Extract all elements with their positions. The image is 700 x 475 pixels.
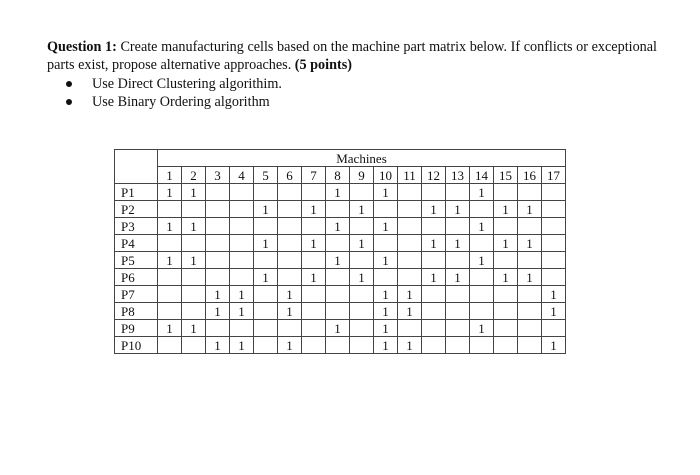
matrix-cell: 1 bbox=[518, 269, 542, 286]
matrix-cell: 1 bbox=[182, 184, 206, 201]
matrix-cell: 1 bbox=[374, 184, 398, 201]
matrix-cell bbox=[350, 337, 374, 354]
matrix-cell bbox=[326, 235, 350, 252]
matrix-cell bbox=[230, 184, 254, 201]
machine-header-1: 1 bbox=[158, 167, 182, 184]
matrix-cell: 1 bbox=[398, 337, 422, 354]
matrix-cell bbox=[494, 286, 518, 303]
matrix-cell: 1 bbox=[350, 201, 374, 218]
matrix-cell bbox=[158, 201, 182, 218]
matrix-cell bbox=[422, 303, 446, 320]
matrix-cell bbox=[470, 337, 494, 354]
matrix-cell bbox=[542, 201, 566, 218]
matrix-cell: 1 bbox=[230, 303, 254, 320]
matrix-cell bbox=[374, 201, 398, 218]
matrix-cell bbox=[398, 235, 422, 252]
matrix-cell bbox=[230, 235, 254, 252]
bullet-icon bbox=[66, 99, 72, 105]
matrix-cell bbox=[422, 320, 446, 337]
matrix-cell bbox=[278, 201, 302, 218]
matrix-cell bbox=[182, 201, 206, 218]
matrix-cell: 1 bbox=[494, 269, 518, 286]
matrix-cell: 1 bbox=[206, 303, 230, 320]
matrix-cell bbox=[470, 269, 494, 286]
matrix-cell bbox=[542, 235, 566, 252]
matrix-cell: 1 bbox=[374, 218, 398, 235]
matrix-cell bbox=[470, 286, 494, 303]
matrix-cell: 1 bbox=[278, 303, 302, 320]
bullet-icon bbox=[66, 81, 72, 87]
matrix-cell bbox=[542, 252, 566, 269]
matrix-cell: 1 bbox=[374, 320, 398, 337]
matrix-cell: 1 bbox=[446, 269, 470, 286]
matrix-cell bbox=[446, 218, 470, 235]
matrix-cell: 1 bbox=[494, 201, 518, 218]
matrix-cell bbox=[494, 252, 518, 269]
matrix-cell bbox=[374, 235, 398, 252]
matrix-cell bbox=[470, 235, 494, 252]
matrix-cell: 1 bbox=[398, 303, 422, 320]
matrix-cell bbox=[230, 269, 254, 286]
matrix-cell: 1 bbox=[206, 337, 230, 354]
matrix-cell bbox=[494, 218, 518, 235]
matrix-cell: 1 bbox=[182, 252, 206, 269]
matrix-cell bbox=[206, 218, 230, 235]
machine-header-2: 2 bbox=[182, 167, 206, 184]
matrix-cell bbox=[326, 201, 350, 218]
matrix-title: Machines bbox=[158, 150, 566, 167]
matrix-cell bbox=[446, 337, 470, 354]
matrix-cell: 1 bbox=[278, 337, 302, 354]
matrix-cell: 1 bbox=[158, 320, 182, 337]
matrix-cell bbox=[518, 252, 542, 269]
matrix-cell bbox=[494, 184, 518, 201]
matrix-cell bbox=[254, 320, 278, 337]
matrix-cell: 1 bbox=[374, 286, 398, 303]
matrix-cell: 1 bbox=[326, 218, 350, 235]
matrix-cell: 1 bbox=[326, 320, 350, 337]
matrix-cell bbox=[302, 286, 326, 303]
matrix-cell bbox=[206, 184, 230, 201]
matrix-cell bbox=[518, 303, 542, 320]
machine-header-row bbox=[115, 167, 566, 184]
matrix-cell bbox=[470, 201, 494, 218]
machine-header-14: 14 bbox=[470, 167, 494, 184]
method-item-binary-ordering bbox=[66, 93, 282, 111]
matrix-cell: 1 bbox=[422, 235, 446, 252]
matrix-cell bbox=[422, 252, 446, 269]
matrix-cell: 1 bbox=[182, 320, 206, 337]
question-points: (5 points) bbox=[294, 57, 352, 73]
matrix-cell bbox=[326, 286, 350, 303]
matrix-cell: 1 bbox=[326, 184, 350, 201]
matrix-cell bbox=[350, 320, 374, 337]
part-label: P10 bbox=[115, 337, 158, 354]
matrix-cell bbox=[350, 184, 374, 201]
matrix-cell: 1 bbox=[446, 201, 470, 218]
matrix-cell bbox=[542, 320, 566, 337]
matrix-cell: 1 bbox=[158, 218, 182, 235]
matrix-cell: 1 bbox=[302, 269, 326, 286]
matrix-cell bbox=[518, 218, 542, 235]
matrix-cell bbox=[278, 184, 302, 201]
table-row bbox=[115, 320, 566, 337]
table-row bbox=[115, 235, 566, 252]
matrix-cell bbox=[206, 252, 230, 269]
matrix-cell bbox=[182, 337, 206, 354]
table-row bbox=[115, 252, 566, 269]
matrix-cell bbox=[350, 286, 374, 303]
matrix-cell: 1 bbox=[470, 218, 494, 235]
matrix-cell: 1 bbox=[158, 252, 182, 269]
matrix-cell: 1 bbox=[374, 303, 398, 320]
matrix-cell: 1 bbox=[518, 235, 542, 252]
matrix-cell bbox=[302, 337, 326, 354]
method-label: Use Binary Ordering algorithm bbox=[92, 94, 270, 110]
matrix-cell bbox=[230, 320, 254, 337]
table-row bbox=[115, 286, 566, 303]
machine-header-4: 4 bbox=[230, 167, 254, 184]
matrix-cell bbox=[254, 303, 278, 320]
matrix-cell: 1 bbox=[350, 269, 374, 286]
method-item-direct-clustering bbox=[66, 75, 282, 93]
matrix-cell bbox=[278, 235, 302, 252]
machine-header-15: 15 bbox=[494, 167, 518, 184]
machine-header-16: 16 bbox=[518, 167, 542, 184]
matrix-cell bbox=[278, 218, 302, 235]
matrix-cell bbox=[518, 286, 542, 303]
table-row bbox=[115, 201, 566, 218]
matrix-cell bbox=[230, 218, 254, 235]
matrix-cell bbox=[398, 184, 422, 201]
part-label: P6 bbox=[115, 269, 158, 286]
matrix-cell: 1 bbox=[254, 201, 278, 218]
matrix-cell bbox=[326, 337, 350, 354]
question-text bbox=[47, 38, 657, 74]
matrix-cell bbox=[350, 252, 374, 269]
table-row bbox=[115, 184, 566, 201]
part-label: P2 bbox=[115, 201, 158, 218]
matrix-cell bbox=[302, 303, 326, 320]
matrix-cell bbox=[326, 303, 350, 320]
matrix-cell: 1 bbox=[422, 201, 446, 218]
matrix-cell: 1 bbox=[542, 303, 566, 320]
matrix-cell: 1 bbox=[446, 235, 470, 252]
matrix-cell bbox=[302, 252, 326, 269]
table-row bbox=[115, 303, 566, 320]
matrix-cell bbox=[518, 337, 542, 354]
matrix-cell: 1 bbox=[278, 286, 302, 303]
matrix-cell bbox=[254, 252, 278, 269]
matrix-cell bbox=[182, 235, 206, 252]
matrix-cell: 1 bbox=[542, 337, 566, 354]
machine-header-6: 6 bbox=[278, 167, 302, 184]
matrix-cell bbox=[470, 303, 494, 320]
matrix-cell bbox=[302, 184, 326, 201]
matrix-cell bbox=[158, 303, 182, 320]
matrix-cell bbox=[302, 218, 326, 235]
part-label: P1 bbox=[115, 184, 158, 201]
matrix-cell bbox=[278, 252, 302, 269]
matrix-cell bbox=[446, 252, 470, 269]
part-label: P4 bbox=[115, 235, 158, 252]
matrix-cell bbox=[422, 337, 446, 354]
question-body: Create manufacturing cells based on the machine part matrix below. If conflicts or exceptional parts exist, propose alternative approaches. bbox=[47, 39, 658, 73]
matrix-cell bbox=[398, 320, 422, 337]
matrix-cell bbox=[158, 286, 182, 303]
matrix-cell bbox=[422, 286, 446, 303]
matrix-cell bbox=[542, 184, 566, 201]
matrix-cell bbox=[254, 286, 278, 303]
matrix-cell bbox=[206, 320, 230, 337]
machine-header-10: 10 bbox=[374, 167, 398, 184]
matrix-cell bbox=[494, 337, 518, 354]
matrix-cell: 1 bbox=[542, 286, 566, 303]
matrix-cell: 1 bbox=[470, 320, 494, 337]
matrix-cell: 1 bbox=[254, 235, 278, 252]
matrix-cell: 1 bbox=[374, 252, 398, 269]
matrix-cell bbox=[518, 184, 542, 201]
matrix-cell bbox=[326, 269, 350, 286]
matrix-cell bbox=[254, 337, 278, 354]
matrix-cell: 1 bbox=[494, 235, 518, 252]
machine-header-17: 17 bbox=[542, 167, 566, 184]
matrix-cell: 1 bbox=[518, 201, 542, 218]
matrix-cell bbox=[542, 269, 566, 286]
part-label: P5 bbox=[115, 252, 158, 269]
matrix-cell bbox=[278, 269, 302, 286]
machine-header-13: 13 bbox=[446, 167, 470, 184]
matrix-cell bbox=[398, 201, 422, 218]
matrix-cell bbox=[494, 303, 518, 320]
matrix-cell: 1 bbox=[326, 252, 350, 269]
table-row bbox=[115, 337, 566, 354]
matrix-cell: 1 bbox=[158, 184, 182, 201]
part-label: P3 bbox=[115, 218, 158, 235]
matrix-cell: 1 bbox=[422, 269, 446, 286]
matrix-cell: 1 bbox=[230, 286, 254, 303]
matrix-cell: 1 bbox=[374, 337, 398, 354]
part-label: P7 bbox=[115, 286, 158, 303]
matrix-cell: 1 bbox=[470, 252, 494, 269]
matrix-cell bbox=[542, 218, 566, 235]
part-label: P8 bbox=[115, 303, 158, 320]
question-label: Question 1: bbox=[47, 39, 117, 55]
matrix-cell bbox=[518, 320, 542, 337]
matrix-cell: 1 bbox=[398, 286, 422, 303]
machine-header-7: 7 bbox=[302, 167, 326, 184]
method-label: Use Direct Clustering algorithim. bbox=[92, 76, 282, 92]
matrix-cell bbox=[278, 320, 302, 337]
machine-header-9: 9 bbox=[350, 167, 374, 184]
matrix-cell bbox=[446, 303, 470, 320]
matrix-cell: 1 bbox=[350, 235, 374, 252]
matrix-cell bbox=[398, 269, 422, 286]
matrix-cell: 1 bbox=[206, 286, 230, 303]
matrix-cell bbox=[182, 286, 206, 303]
machine-header-3: 3 bbox=[206, 167, 230, 184]
matrix-cell bbox=[206, 269, 230, 286]
machine-part-matrix bbox=[114, 149, 566, 354]
machine-header-11: 11 bbox=[398, 167, 422, 184]
matrix-cell bbox=[206, 201, 230, 218]
matrix-cell bbox=[158, 235, 182, 252]
method-list bbox=[66, 75, 282, 111]
matrix-cell bbox=[302, 320, 326, 337]
matrix-cell bbox=[398, 218, 422, 235]
matrix-cell bbox=[158, 269, 182, 286]
table-row bbox=[115, 269, 566, 286]
machine-header-5: 5 bbox=[254, 167, 278, 184]
machine-header-8: 8 bbox=[326, 167, 350, 184]
matrix-cell bbox=[350, 303, 374, 320]
matrix-cell bbox=[206, 235, 230, 252]
matrix-body bbox=[115, 184, 566, 354]
matrix-cell bbox=[230, 252, 254, 269]
matrix-cell: 1 bbox=[254, 269, 278, 286]
matrix-cell: 1 bbox=[302, 201, 326, 218]
matrix-cell: 1 bbox=[230, 337, 254, 354]
matrix-cell: 1 bbox=[182, 218, 206, 235]
matrix-cell bbox=[158, 337, 182, 354]
machine-header-12: 12 bbox=[422, 167, 446, 184]
matrix-cell bbox=[350, 218, 374, 235]
matrix-cell bbox=[494, 320, 518, 337]
matrix-cell bbox=[422, 218, 446, 235]
matrix-title-row bbox=[115, 150, 566, 167]
matrix-cell: 1 bbox=[302, 235, 326, 252]
matrix-cell bbox=[446, 184, 470, 201]
matrix-cell bbox=[254, 184, 278, 201]
table-row bbox=[115, 218, 566, 235]
matrix-cell bbox=[254, 218, 278, 235]
matrix-cell bbox=[182, 303, 206, 320]
matrix-cell bbox=[398, 252, 422, 269]
matrix-cell bbox=[230, 201, 254, 218]
matrix-cell bbox=[446, 320, 470, 337]
matrix-cell bbox=[182, 269, 206, 286]
part-label: P9 bbox=[115, 320, 158, 337]
matrix-cell bbox=[446, 286, 470, 303]
matrix-corner bbox=[115, 150, 158, 184]
matrix-cell bbox=[422, 184, 446, 201]
matrix-cell bbox=[374, 269, 398, 286]
matrix-cell: 1 bbox=[470, 184, 494, 201]
